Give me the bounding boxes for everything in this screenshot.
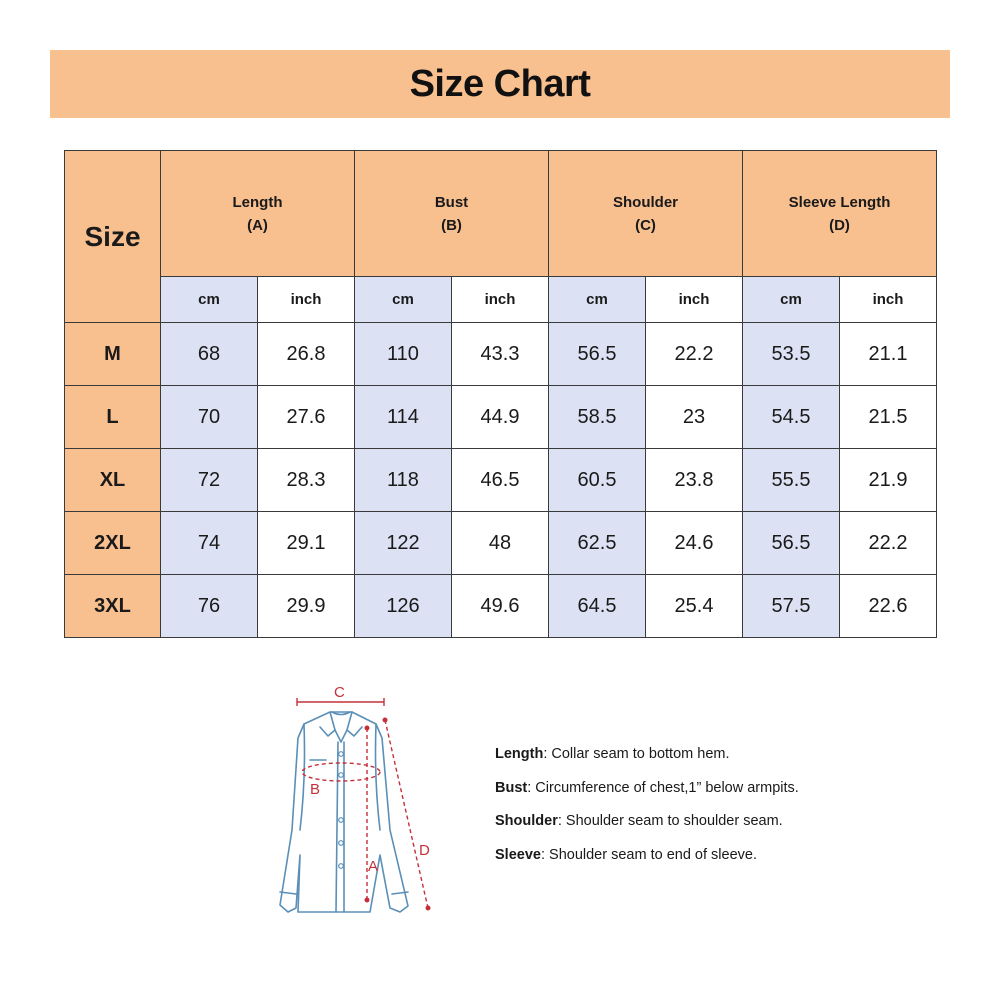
table-cell: 23: [646, 386, 743, 449]
table-row: [65, 575, 937, 638]
measurement-lines: [297, 698, 430, 910]
group-name: Sleeve Length: [788, 193, 891, 211]
table-cell: 29.9: [258, 575, 355, 638]
legend-term: Shoulder: [495, 813, 558, 829]
table-cell: 24.6: [646, 512, 743, 575]
table-cell: 76: [161, 575, 258, 638]
table-cell: 110: [355, 323, 452, 386]
shirt-measurement-diagram: [240, 680, 450, 920]
table-cell: 23.8: [646, 449, 743, 512]
button-icon: [339, 818, 344, 823]
group-name: Shoulder: [613, 193, 679, 211]
diagram-label-c: C: [334, 684, 345, 701]
shirt-buttons: [339, 752, 344, 869]
group-header-shoulder: [549, 151, 743, 277]
table-cell: 29.1: [258, 512, 355, 575]
legend-item-bust: [495, 778, 955, 798]
legend-text: : Shoulder seam to end of sleeve.: [540, 846, 757, 863]
unit-header-cm: cm: [161, 277, 258, 323]
unit-header-cm: cm: [549, 277, 646, 323]
legend-item-length: [495, 744, 955, 764]
size-label: 2XL: [65, 512, 161, 575]
table-cell: 26.8: [258, 323, 355, 386]
size-label: 3XL: [65, 575, 161, 638]
table-cell: 46.5: [452, 449, 549, 512]
unit-header-inch: inch: [452, 277, 549, 323]
shirt-outline: [280, 712, 408, 912]
table-cell: 60.5: [549, 449, 646, 512]
table-cell: 28.3: [258, 449, 355, 512]
legend-text: : Collar seam to bottom hem.: [543, 746, 730, 762]
group-code: (B): [441, 216, 462, 234]
diagram-label-d: D: [419, 842, 430, 859]
table-cell: 22.2: [646, 323, 743, 386]
button-icon: [339, 864, 344, 869]
size-label: XL: [65, 449, 161, 512]
group-header-bust: [355, 151, 549, 277]
table-cell: 43.3: [452, 323, 549, 386]
size-label: M: [65, 323, 161, 386]
group-header-sleeve-length: [743, 151, 937, 277]
legend-term: Length: [495, 746, 544, 762]
table-row: [65, 323, 937, 386]
legend-term: Bust: [495, 779, 528, 796]
measurement-legend: [495, 744, 955, 878]
table-cell: 122: [355, 512, 452, 575]
table-cell: 21.1: [840, 323, 937, 386]
button-icon: [339, 841, 344, 846]
diagram-label-b: B: [310, 781, 321, 798]
page-title: Size Chart: [409, 62, 591, 105]
table-cell: 54.5: [743, 386, 840, 449]
table-row: [65, 449, 937, 512]
legend-item-sleeve: [495, 845, 955, 865]
table-cell: 68: [161, 323, 258, 386]
legend-term: Sleeve: [495, 846, 541, 863]
table-cell: 27.6: [258, 386, 355, 449]
table-cell: 21.5: [840, 386, 937, 449]
table-cell: 49.6: [452, 575, 549, 638]
unit-header-inch: inch: [258, 277, 355, 323]
table-cell: 22.6: [840, 575, 937, 638]
table-cell: 55.5: [743, 449, 840, 512]
table-cell: 22.2: [840, 512, 937, 575]
table-cell: 118: [355, 449, 452, 512]
group-name: Length: [232, 193, 283, 211]
legend-text: : Circumference of chest,1” below armpits.: [527, 779, 799, 796]
unit-header-inch: inch: [646, 277, 743, 323]
table-cell: 56.5: [743, 512, 840, 575]
bust-measure-ellipse: [302, 763, 380, 781]
table-cell: 58.5: [549, 386, 646, 449]
group-code: (C): [635, 216, 656, 234]
table-cell: 53.5: [743, 323, 840, 386]
table-cell: 126: [355, 575, 452, 638]
size-label: L: [65, 386, 161, 449]
table-cell: 64.5: [549, 575, 646, 638]
table-cell: 56.5: [549, 323, 646, 386]
size-column-header: Size: [65, 151, 161, 323]
unit-header-cm: cm: [355, 277, 452, 323]
table-cell: 57.5: [743, 575, 840, 638]
button-icon: [339, 752, 344, 757]
legend-text: : Shoulder seam to shoulder seam.: [557, 813, 783, 829]
table-cell: 114: [355, 386, 452, 449]
legend-item-shoulder: [495, 811, 955, 831]
group-name: Bust: [434, 193, 469, 211]
table-cell: 21.9: [840, 449, 937, 512]
table-cell: 25.4: [646, 575, 743, 638]
size-table: [64, 150, 937, 638]
table-cell: 62.5: [549, 512, 646, 575]
sleeve-measure-line: [385, 720, 428, 908]
table-cell: 72: [161, 449, 258, 512]
button-icon: [339, 773, 344, 778]
table-cell: 44.9: [452, 386, 549, 449]
table-cell: 48: [452, 512, 549, 575]
diagram-label-a: A: [368, 858, 379, 875]
table-cell: 70: [161, 386, 258, 449]
unit-header-cm: cm: [743, 277, 840, 323]
title-banner: [50, 50, 950, 118]
group-code: (A): [247, 216, 268, 234]
group-header-length: [161, 151, 355, 277]
table-row: [65, 512, 937, 575]
table-row: [65, 386, 937, 449]
table-cell: 74: [161, 512, 258, 575]
unit-header-inch: inch: [840, 277, 937, 323]
group-code: (D): [829, 216, 850, 234]
